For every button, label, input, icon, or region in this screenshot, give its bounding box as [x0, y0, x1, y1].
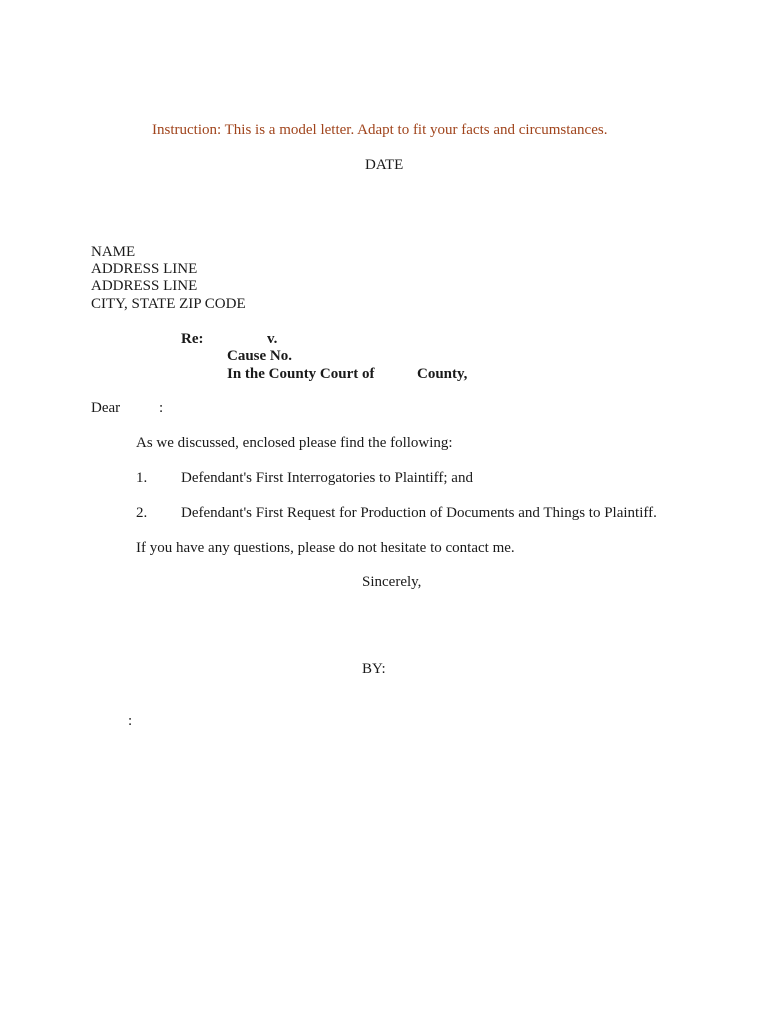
county-label: County,: [417, 366, 468, 382]
salutation-colon: :: [159, 400, 164, 416]
list-item-number: 2.: [136, 505, 148, 521]
list-item-number: 1.: [136, 470, 148, 486]
versus-label: v.: [267, 331, 278, 347]
recipient-address-line-1: ADDRESS LINE: [91, 261, 198, 277]
body-closing-line: If you have any questions, please do not hesitate to contact me.: [136, 540, 515, 556]
closing-sincerely: Sincerely,: [362, 574, 422, 590]
salutation-dear: Dear: [91, 400, 121, 416]
re-label: Re:: [181, 331, 204, 347]
signature-by-label: BY:: [362, 661, 386, 677]
list-item-text: Defendant's First Interrogatories to Plaintiff; and: [181, 470, 473, 486]
body-intro: As we discussed, enclosed please find the following:: [136, 435, 453, 451]
court-label: In the County Court of: [227, 366, 375, 382]
recipient-city-state-zip: CITY, STATE ZIP CODE: [91, 296, 246, 312]
recipient-address-line-2: ADDRESS LINE: [91, 278, 198, 294]
recipient-name: NAME: [91, 244, 136, 260]
instruction-note: Instruction: This is a model letter. Adapt to fit your facts and circumstances.: [152, 122, 608, 138]
footer-colon: :: [128, 713, 133, 729]
date-line: DATE: [365, 157, 404, 173]
list-item-text: Defendant's First Request for Production of Documents and Things to Plaintiff.: [181, 505, 657, 521]
cause-number-label: Cause No.: [227, 348, 293, 364]
